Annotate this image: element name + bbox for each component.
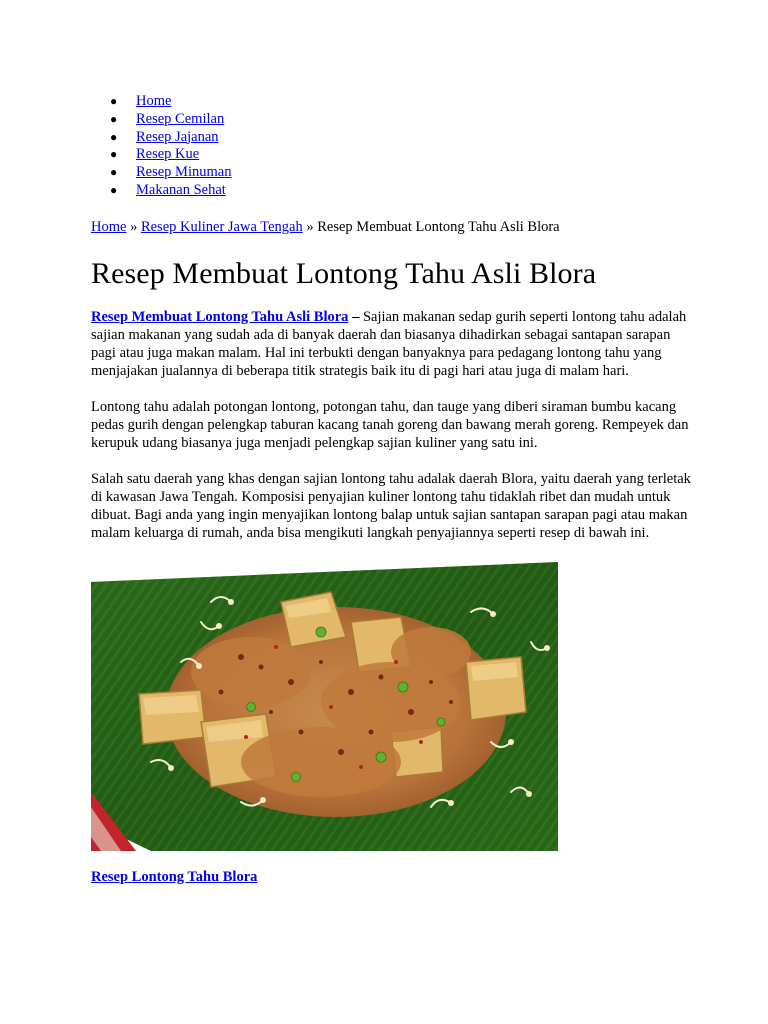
nav-link-resep-minuman[interactable]: Resep Minuman bbox=[136, 164, 232, 181]
caption-link[interactable]: Resep Lontong Tahu Blora bbox=[91, 868, 258, 885]
nav-item-home bbox=[91, 92, 691, 110]
nav-item-makanan-sehat bbox=[91, 181, 691, 199]
bullet-icon: ● bbox=[110, 111, 118, 126]
nav-link-resep-kue[interactable]: Resep Kue bbox=[136, 146, 200, 163]
nav-link-resep-cemilan[interactable]: Resep Cemilan bbox=[136, 110, 225, 127]
nav-item-resep-minuman bbox=[91, 163, 691, 181]
nav-item-resep-cemilan bbox=[91, 110, 691, 128]
top-navigation bbox=[91, 92, 691, 199]
breadcrumb-current: Resep Membuat Lontong Tahu Asli Blora bbox=[317, 218, 560, 235]
paragraph-description: Lontong tahu adalah potongan lontong, potongan tahu, dan tauge yang diberi siraman bumbu kacang pedas gurih dengan pelengkap taburan kacang tanah goreng dan bawang merah goreng. Rempeyek dan kerupuk udang biasanya juga menjadi pelengkap sajian kuliner yang satu ini. bbox=[91, 398, 689, 451]
breadcrumb-home-link[interactable]: Home bbox=[91, 218, 127, 235]
breadcrumb-category-link[interactable]: Resep Kuliner Jawa Tengah bbox=[140, 218, 303, 235]
intro-title-link[interactable]: Resep Membuat Lontong Tahu Asli Blora bbox=[91, 308, 349, 325]
bullet-icon: ● bbox=[110, 182, 118, 197]
nav-link-makanan-sehat[interactable]: Makanan Sehat bbox=[136, 181, 226, 198]
breadcrumb-separator: » bbox=[126, 218, 141, 235]
intro-text: Sajian makanan sedap gurih seperti lontong tahu adalah sajian makanan yang sudah ada di banyak daerah dan biasanya dihadirkan sebagai santapan sarapan pagi atau juga makan malam. Hal ini terbukti dengan banyaknya para pedagang lontong tahu yang menjajakan jualannya di beberapa titik strategis baik itu di pagi hari atau juga di malam hari. bbox=[91, 308, 687, 379]
nav-link-home[interactable]: Home bbox=[136, 93, 172, 109]
nav-item-resep-kue bbox=[91, 145, 691, 163]
breadcrumb bbox=[91, 218, 691, 236]
bullet-icon: ● bbox=[110, 165, 118, 180]
nav-link-resep-jajanan[interactable]: Resep Jajanan bbox=[136, 128, 219, 145]
lontong-tahu-photo bbox=[91, 562, 558, 851]
breadcrumb-separator: » bbox=[302, 218, 318, 235]
photo-caption bbox=[91, 868, 691, 886]
article-title: Resep Membuat Lontong Tahu Asli Blora bbox=[91, 256, 597, 290]
page-content bbox=[91, 92, 691, 886]
nav-item-resep-jajanan bbox=[91, 128, 691, 146]
paragraph-blora: Salah satu daerah yang khas dengan sajian lontong tahu adalak daerah Blora, yaitu daerah yang terletak di kawasan Jawa Tengah. Komposisi penyajian kuliner lontong tahu tidaklah ribet dan mudah untuk dibuat. Bagi anda yang ingin menyajikan lontong balap untuk sajian santapan sarapan pagi atau makan malam keluarga di rumah, anda bisa mengikuti langkah penyajiannya seperti resep di bawah ini. bbox=[91, 470, 691, 541]
bullet-icon: ● bbox=[110, 147, 118, 162]
intro-dash: – bbox=[348, 308, 360, 325]
intro-paragraph bbox=[91, 308, 691, 380]
bullet-icon: ● bbox=[110, 129, 118, 144]
bullet-icon: ● bbox=[110, 94, 118, 108]
